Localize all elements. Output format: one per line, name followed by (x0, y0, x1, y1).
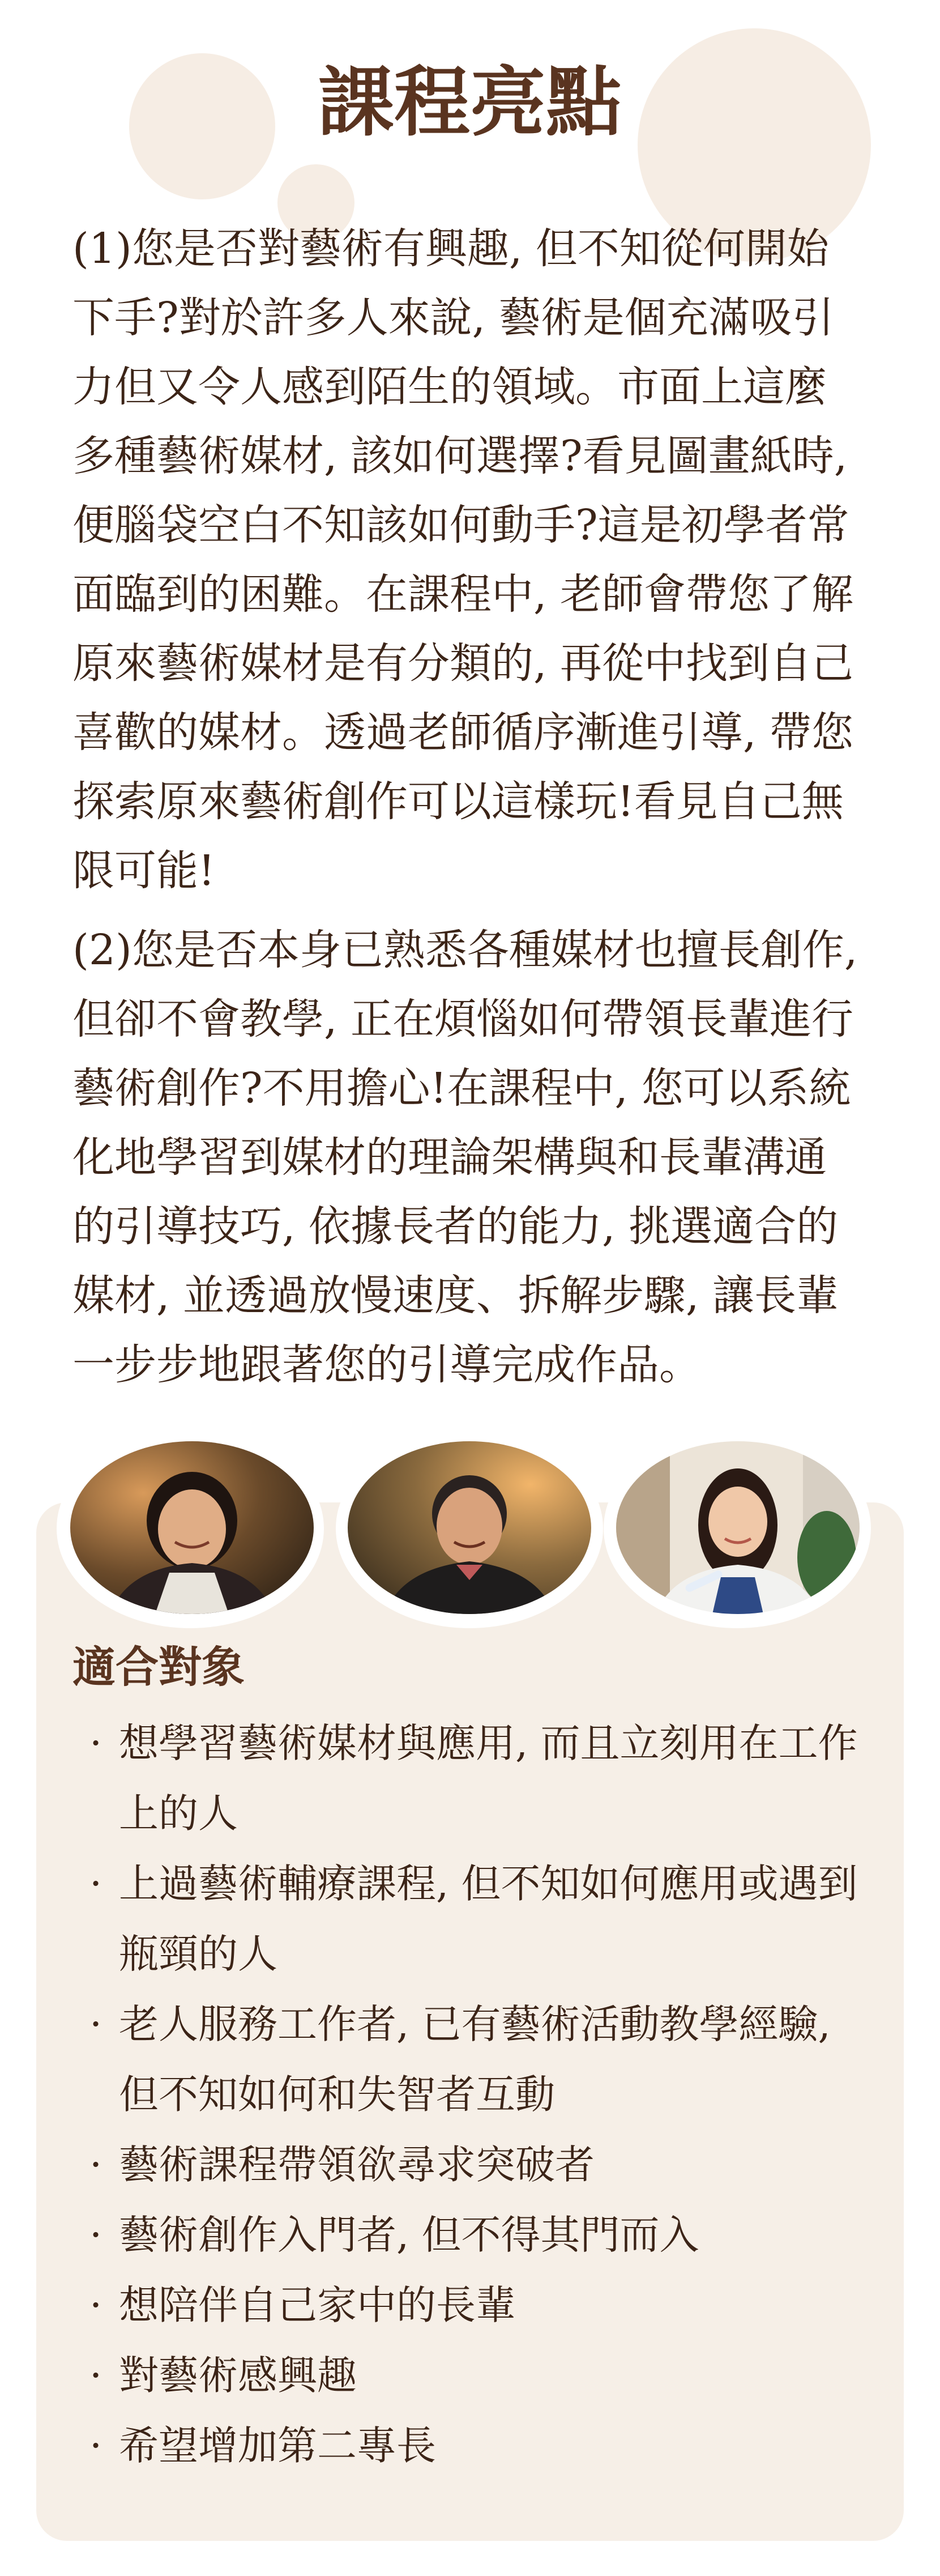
audience-item-text: 想陪伴自己家中的長輩 (119, 2282, 515, 2328)
audience-item-7 (84, 2340, 877, 2411)
audience-item-4 (84, 2130, 877, 2200)
audience-item-text: 對藝術感興趣 (119, 2352, 357, 2399)
audience-item-2 (84, 1849, 877, 1989)
bullet-dot: · (89, 2352, 102, 2399)
bullet-dot: · (89, 1860, 102, 1907)
audience-heading: 適合對象 (72, 1642, 245, 1692)
bullet-dot: · (89, 2282, 102, 2328)
audience-item-3 (84, 1989, 877, 2130)
audience-item-5 (84, 2200, 877, 2270)
audience-item-6 (84, 2270, 877, 2340)
highlight-paragraph-2: (2)您是否本身已熟悉各種媒材也擅長創作, 但卻不會教學, 正在煩惱如何帶領長輩進行藝術創作?不用擔心!在課程中, 您可以系統化地學習到媒材的理論架構與和長輩溝通的引導技巧, 依據長者的能力, 挑選適合的媒材, 並透過放慢速度、拆解步驟, 讓長輩一步步地跟著您的引導完成作品。 (72, 926, 858, 1389)
audience-item-text: 想學習藝術媒材與應用, 而且立刻用在工作上的人 (119, 1720, 858, 1837)
bullet-dot: · (89, 2001, 102, 2047)
bullet-dot: · (89, 2422, 102, 2469)
audience-item-8 (84, 2411, 877, 2481)
highlight-paragraph-1: (1)您是否對藝術有興趣, 但不知從何開始下手?對於許多人來說, 藝術是個充滿吸引力但又令人感到陌生的領域。市面上這麼多種藝術媒材, 該如何選擇?看見圖畫紙時, 便腦袋空白不知該如何動手?這是初學者常面臨到的困難。在課程中, 老師會帶您了解原來藝術媒材是有分類的, 再從中找到自己喜歡的媒材。透過老師循序漸進引導, 帶您探索原來藝術創作可以這樣玩!看見自己無限可能! (72, 224, 854, 895)
audience-item-text: 老人服務工作者, 已有藝術活動教學經驗, 但不知如何和失智者互動 (119, 2001, 831, 2118)
bullet-dot: · (89, 2141, 102, 2188)
audience-item-text: 希望增加第二專長 (119, 2422, 436, 2469)
bullet-dot: · (89, 2212, 102, 2258)
audience-item-1 (84, 1708, 877, 1849)
young-woman-photo (616, 1441, 860, 1614)
audience-item-text: 藝術創作入門者, 但不得其門而入 (119, 2212, 699, 2258)
page-title: 課程亮點 (318, 57, 622, 147)
audience-list (84, 1708, 877, 2481)
bullet-dot: · (89, 1720, 102, 1766)
elderly-man-photo (348, 1441, 591, 1614)
elderly-woman-photo (70, 1441, 314, 1614)
audience-item-text: 上過藝術輔療課程, 但不知如何應用或遇到瓶頸的人 (119, 1860, 858, 1977)
audience-item-text: 藝術課程帶領欲尋求突破者 (119, 2141, 595, 2188)
